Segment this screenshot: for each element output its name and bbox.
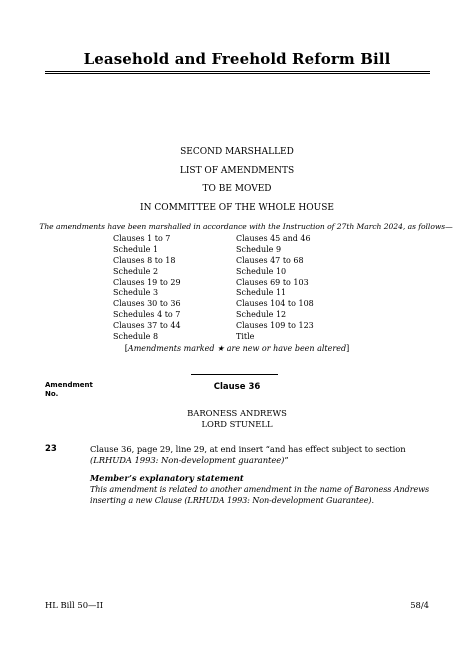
amendment-text-italic: (LRHUDA 1993: Non-development guarantee) — [90, 455, 285, 465]
mover-name: BARONESS ANDREWS — [187, 408, 287, 418]
order-item: Clauses 104 to 108 — [236, 299, 314, 309]
marked-note — [0, 344, 474, 353]
order-item: Clauses 1 to 7 — [113, 234, 171, 243]
order-left-column — [113, 234, 181, 343]
amendment-label-line: No. — [45, 390, 59, 398]
order-item: Clauses 47 to 68 — [236, 255, 304, 265]
order-item: Title — [236, 332, 255, 342]
order-item: Schedule 11 — [236, 288, 287, 298]
explanatory-heading: Member’s explanatory statement — [90, 473, 244, 483]
marshalling-intro: The amendments have been marshalled in accordance with the Instruction of 27th March 2024, as follows— — [39, 222, 453, 231]
order-item: Clauses 45 and 46 — [236, 234, 311, 243]
order-item: Schedule 1 — [113, 244, 159, 254]
title-rule — [45, 71, 430, 72]
order-item: Schedule 2 — [113, 266, 159, 276]
order-item: Schedules 4 to 7 — [113, 310, 181, 320]
heading-line: IN COMMITTEE OF THE WHOLE HOUSE — [140, 203, 334, 214]
marked-note-text: Amendments marked ★ are new or have been altered — [127, 344, 347, 353]
order-item: Schedule 10 — [236, 266, 287, 276]
movers — [0, 408, 474, 430]
amendment-text-main: Clause 36, page 29, line 29, at end insert “and has effect subject to section — [90, 444, 406, 454]
order-item: Schedule 8 — [113, 332, 159, 342]
page-reference: 58/4 — [410, 600, 429, 610]
order-item: Schedule 12 — [236, 310, 287, 320]
order-item: Schedule 9 — [236, 244, 282, 254]
bracket-close: ] — [346, 344, 350, 353]
heading-line: SECOND MARSHALLED — [180, 147, 294, 157]
order-item: Schedule 3 — [113, 288, 159, 298]
amendment-number: 23 — [45, 444, 57, 454]
mover-name: LORD STUNELL — [201, 419, 273, 429]
order-item: Clauses 37 to 44 — [113, 321, 181, 331]
amendment-text-end: ” — [284, 455, 289, 465]
explanatory-statement: This amendment is related to another amendment in the name of Baroness Andrews inserting a new Clause (LRHUDA 1993: Non-development Guarantee). — [90, 484, 430, 505]
order-item: Clauses 30 to 36 — [113, 299, 181, 309]
heading-line: TO BE MOVED — [202, 184, 272, 195]
amendment-label-line: Amendment — [45, 381, 93, 389]
order-item: Clauses 19 to 29 — [113, 277, 181, 287]
bill-title: Leasehold and Freehold Reform Bill — [83, 50, 391, 68]
section-divider — [191, 374, 278, 375]
heading-line: LIST OF AMENDMENTS — [179, 165, 295, 176]
order-item: Clauses 8 to 18 — [113, 255, 176, 265]
order-right-column — [236, 234, 314, 343]
clause-heading: Clause 36 — [213, 382, 261, 392]
list-heading — [0, 143, 474, 218]
order-item: Clauses 109 to 123 — [236, 321, 314, 331]
order-item: Clauses 69 to 103 — [236, 277, 309, 287]
bracket-open: [ — [124, 344, 128, 353]
title-rule-second — [45, 73, 430, 74]
amendment-text — [90, 444, 435, 466]
bill-reference: HL Bill 50—II — [45, 600, 104, 610]
